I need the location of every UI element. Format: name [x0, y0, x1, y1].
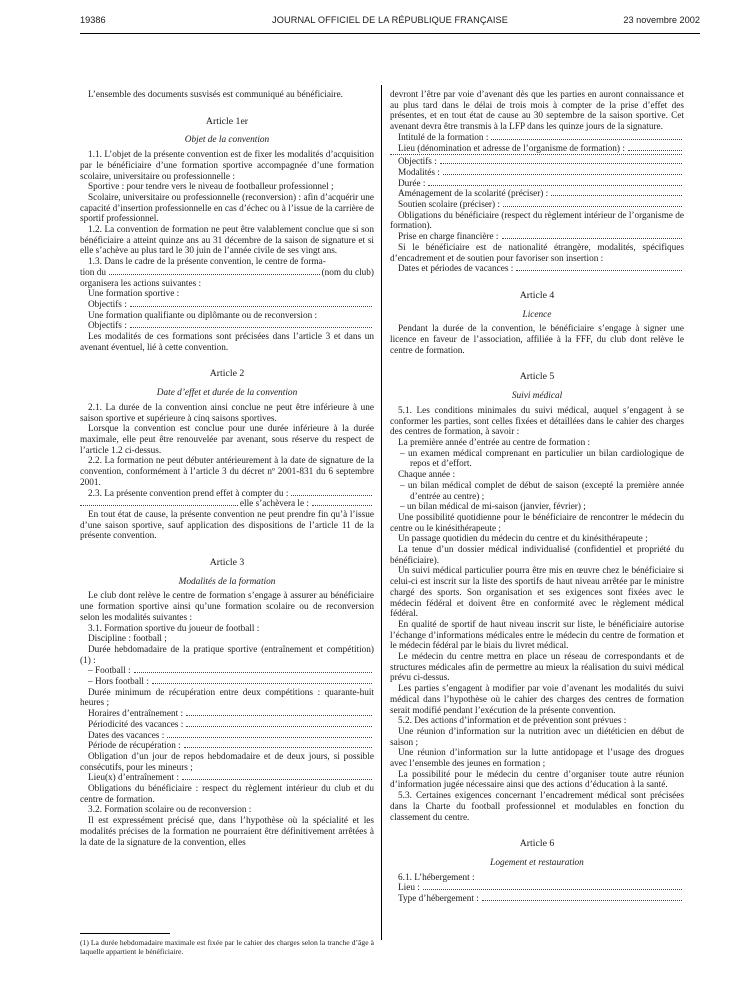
page-number: 19386	[80, 15, 106, 25]
right-column	[390, 90, 684, 905]
duree-hebdo-line: Durée hebdomadaire de la pratique sportive (entraînement et compétition) (1) :	[80, 644, 374, 666]
chaque-annee-item-2: – un bilan médical de mi-saison (janvier, février) ;	[400, 502, 586, 513]
article-4-heading: Article 4	[519, 289, 555, 301]
obligations-beneficiaire: Obligations du bénéficiaire : respect du règlement intérieur du club et du centre de formation.	[80, 784, 374, 805]
article-1-heading: Article 1er	[205, 115, 249, 127]
article-4-subtitle: Licence	[522, 309, 552, 320]
reunion-nutrition: Une réunion d’information sur la nutrition avec un diététicien en début de saison ;	[390, 726, 684, 748]
footnote-rule	[80, 933, 170, 934]
dates-periodes-vacances-field: Dates et périodes de vacances :	[390, 264, 684, 275]
intro-paragraph: L’ensemble des documents susvisés est communiqué au bénéficiaire.	[88, 90, 343, 100]
paragraph-1-3-cont: organisera les actions suivantes :	[80, 278, 202, 289]
start-date-field: 2.3. La présente convention prend effet à compter du :	[80, 489, 374, 500]
paragraph-modalites: Les modalités de ces formations sont précisées dans l’article 3 et dans un avenant éventuel, lié à cette convention.	[80, 332, 374, 353]
article-6-heading: Article 6	[519, 838, 555, 850]
formation-sportive-label: Une formation sportive :	[88, 289, 180, 300]
column-divider	[381, 85, 382, 940]
hors-football-field: – Hors football :	[80, 677, 374, 688]
club-name-field: tion du (nom du club)	[80, 267, 374, 278]
footnote: (1) La durée hebdomadaire maximale est fixée par le cahier des charges selon la tranche d’âge à laquelle appartient le bénéficiaire.	[80, 938, 374, 956]
lieux-entrainement-field: Lieu(x) d’entraînement :	[80, 773, 374, 784]
paragraph-continuation: devront l’être par voie d’avenant dès que les parties en auront connaissance et au plus tard dans le délai de trois mois à compter de la prise d’effet des présentes, et en tout état de cause au 30 septembre de la saison sportive. Cet avenant devra être transmis à la LFP dans les quinze jours de la signature.	[390, 90, 684, 133]
periode-recuperation-field: Période de récupération :	[80, 741, 374, 752]
objectifs-field: Objectifs :	[390, 157, 684, 168]
soutien-field: Soutien scolaire (préciser) :	[390, 200, 684, 211]
chaque-annee-item-1: – un bilan médical complet de début de saison (excepté la première année d’entrée au centre) ;	[400, 480, 684, 502]
recuperation-line: Durée minimum de récupération entre deux compétitions : quarante-huit heures ;	[80, 687, 374, 709]
lieu-organisme-field: Lieu (dénomination et adresse de l’organisme de formation) :	[390, 144, 684, 155]
article-1-subtitle: Objet de la convention	[184, 135, 270, 146]
periodicite-field: Périodicité des vacances :	[80, 720, 374, 731]
paragraph-1-1: 1.1. L’objet de la présente convention est de fixer les modalités d’acquisition par le bénéficiaire d’une formation sportive accompagnée d’une formation scolaire, universitaire ou professionnelle :	[80, 150, 374, 182]
nationalite-etrangere: Si le bénéficiaire est de nationalité étrangère, modalités, spécifiques d’encadrement et de soutien pour favoriser son insertion :	[390, 242, 684, 264]
paragraph-3-1: 3.1. Formation sportive du joueur de football :	[88, 623, 260, 634]
paragraph-2-1b: Lorsque la convention est conclue pour une durée inférieure à la durée maximale, elle peut être renouvelée par avenant, sous réserve du respect de l’article 1.2 ci-dessus.	[80, 424, 374, 456]
possibilite-quotidienne: Une possibilité quotidienne pour le bénéficiaire de rencontrer le médecin du centre ou le kinésithérapeute ;	[390, 512, 684, 534]
paragraph-4: Pendant la durée de la convention, le bénéficiaire s’engage à signer une licence en faveur de l’association, affiliée à la FFF, du club dont relève le centre de formation.	[390, 324, 684, 356]
objectifs-field-1: Objectifs :	[80, 300, 374, 311]
dossier-medical: La tenue d’un dossier médical individualisé (confidentiel et propriété du bénéficiaire).	[390, 545, 684, 566]
type-hebergement-field: Type d’hébergement :	[390, 894, 684, 905]
amenagement-field: Aménagement de la scolarité (préciser) :	[390, 189, 684, 200]
article-5-heading: Article 5	[519, 371, 555, 383]
end-date-field: elle s’achèvera le :	[80, 499, 374, 510]
haut-niveau: En qualité de sportif de haut niveau inscrit sur liste, le bénéficiaire autorise l’échange d’informations médicales entre le médecin du centre de formation et le médecin fédéral par le biais du livret médical.	[390, 619, 684, 652]
formation-qualifiante-label: Une formation qualifiante ou diplômante ou de reconversion :	[88, 310, 318, 321]
horaires-field: Horaires d’entraînement :	[80, 709, 374, 720]
premiere-annee-item: – un examen médical comprenant en particulier un bilan cardiologique de repos et d’effort.	[400, 448, 684, 470]
reseau-correspondants: Le médecin du centre mettra en place un réseau de correspondants et de structures médicales afin de permettre au mieux la réalisation du suivi médical prévu ci-dessus.	[390, 652, 684, 684]
left-column	[80, 90, 374, 848]
issue-date: 23 novembre 2002	[623, 15, 700, 25]
paragraph-sportive: Sportive : pour tendre vers le niveau de footballeur professionnel ;	[88, 182, 334, 193]
lieu-field: Lieu :	[390, 883, 684, 894]
paragraph-1-2: 1.2. La convention de formation ne peut être valablement conclue que si son bénéficiaire a atteint quinze ans au 31 décembre de la saison de signature et si elle s’achève au plus tard le 30 juin de l’année civile de ses vingt ans.	[80, 225, 374, 257]
reunion-antidopage: Une réunion d’information sur la lutte antidopage et l’usage des drogues avec l’ensemble des jeunes en formation ;	[390, 748, 684, 770]
duree-field: Durée :	[390, 179, 684, 190]
autres-reunions: La possibilité pour le médecin du centre d’organiser toute autre réunion d’information jugée nécessaire ainsi que des actions d’éducation à la santé.	[390, 769, 684, 791]
paragraph-5-2: 5.2. Des actions d’information et de prévention sont prévues :	[398, 716, 627, 727]
article-5-subtitle: Suivi médical	[511, 391, 563, 402]
obligations-organisme: Obligations du bénéficiaire (respect du règlement intérieur de l’organisme de formation).	[390, 210, 684, 232]
article-2-heading: Article 2	[209, 368, 245, 380]
intitule-field: Intitulé de la formation :	[390, 133, 684, 144]
paragraph-1-3: 1.3. Dans le cadre de la présente convention, le centre de forma-	[88, 257, 326, 268]
suivi-particulier: Un suivi médical particulier pourra être mis en œuvre chez le bénéficiaire si celui-ci est inscrit sur la liste des sportifs de haut niveau arrêtée par le ministre chargé des sports. Son organisation et ses exigences sont fixées avec le médecin fédéral et doivent être en conformité avec le règlement médical fédéral.	[390, 566, 684, 620]
obligation-repos-line: Obligation d’un jour de repos hebdomadaire et de deux jours, si possible consécutifs, pour les mineurs ;	[80, 751, 374, 773]
paragraph-2-2: 2.2. La formation ne peut débuter antérieurement à la date de signature de la convention, conformément à l’article 3 du décret nº 2001-831 du 6 septembre 2001.	[80, 456, 374, 488]
paragraph-scolaire: Scolaire, universitaire ou professionnelle (reconversion) : afin d’acquérir une capacité d’insertion professionnelle en cas d’échec ou à l’issue de la carrière de sportif professionnel.	[80, 192, 374, 225]
paragraph-3-intro: Le club dont relève le centre de formation s’engage à assurer au bénéficiaire une formation sportive ainsi qu’une formation scolaire ou de reconversion selon les modalités suivantes :	[80, 591, 374, 623]
paragraph-5-3: 5.3. Certaines exigences concernant l’encadrement médical sont précisées dans la Charte du football professionnel et modulables en fonction du classement du centre.	[390, 791, 684, 823]
football-field: – Football :	[80, 666, 374, 677]
paragraph-3-2: 3.2. Formation scolaire ou de reconversion :	[88, 805, 252, 816]
discipline-line: Discipline : football ;	[88, 634, 167, 645]
article-3-heading: Article 3	[209, 557, 245, 569]
dates-vacances-field: Dates des vacances :	[80, 731, 374, 742]
chaque-annee: Chaque année :	[398, 470, 456, 481]
article-6-subtitle: Logement et restauration	[490, 858, 584, 868]
modalites-field: Modalités :	[390, 168, 684, 179]
modification-avenant: Les parties s’engagent à modifier par voie d’avenant les modalités du suivi médical dans l’hypothèse où le cahier des charges des centres de formation serait modifié pendant l’exécution de la présente convention.	[390, 684, 684, 716]
paragraph-3-2-body: Il est expressément précisé que, dans l’hypothèse où la spécialité et les modalités précises de la formation ne pourraient être définitivement arrêtées à la date de la signature de la convention, elles	[80, 816, 374, 848]
article-3-subtitle: Modalités de la formation	[178, 576, 276, 587]
page-header	[80, 15, 700, 29]
objectifs-field-2: Objectifs :	[80, 321, 374, 332]
article-2-subtitle: Date d’effet et durée de la convention	[156, 388, 298, 399]
passage-quotidien: Un passage quotidien du médecin du centre et du kinésithérapeute ;	[398, 534, 648, 545]
prise-en-charge-field: Prise en charge financière :	[390, 232, 684, 243]
header-rule	[80, 33, 700, 34]
paragraph-2-1: 2.1. La durée de la convention ainsi conclue ne peut être inférieure à une saison sportive et supérieure à cinq saisons sportives.	[80, 402, 374, 424]
premiere-annee: La première année d’entrée au centre de formation :	[398, 437, 591, 448]
paragraph-6-1: 6.1. L’hébergement :	[398, 872, 475, 883]
journal-title: JOURNAL OFFICIEL DE LA RÉPUBLIQUE FRANÇAISE	[272, 15, 508, 25]
paragraph-2-end: En tout état de cause, la présente convention ne peut prendre fin qu’à l’issue d’une saison sportive, sauf application des dispositions de l’article 11 de la présente convention.	[80, 509, 374, 542]
paragraph-5-1: 5.1. Les conditions minimales du suivi médical, auquel s’engagent à se conformer les parties, sont celles fixées et détaillées dans le cahier des charges des centres de formation, à savoir :	[390, 405, 684, 438]
